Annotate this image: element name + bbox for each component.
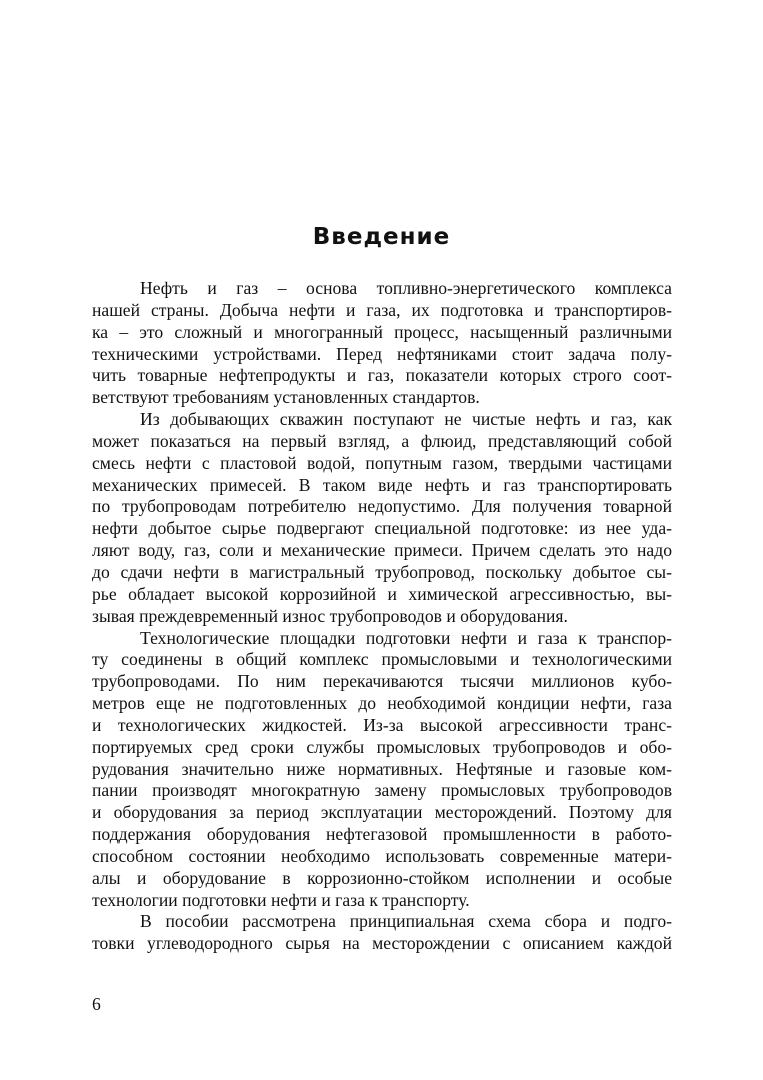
text-line: техническими устройствами. Перед нефтяниками стоит задача полу- <box>92 343 672 364</box>
text-line: зывая преждевременный износ трубопроводов и оборудования. <box>92 605 568 626</box>
text-line: поддержания оборудования нефтегазовой промышленности в работо- <box>92 824 672 845</box>
text-line: В пособии рассмотрена принципиальная схема сбора и подго- <box>140 911 672 932</box>
text-line: нашей страны. Добыча нефти и газа, их подготовка и транспортиров- <box>92 299 672 320</box>
text-line: и оборудования за период эксплуатации месторождений. Поэтому для <box>92 802 672 823</box>
text-line: рье обладает высокой коррозийной и химической агрессивностью, вы- <box>92 583 672 604</box>
text-line: товки углеводородного сырья на месторождении с описанием каждой <box>92 933 672 954</box>
text-line: ка – это сложный и многогранный процесс, насыщенный различными <box>92 321 672 342</box>
text-line: пании производят многократную замену промысловых трубопроводов <box>92 780 672 801</box>
paragraph <box>92 278 672 409</box>
text-line: ту соединены в общий комплекс промысловыми и технологическими <box>92 649 672 670</box>
page-number: 6 <box>92 994 101 1014</box>
text-line: и технологических жидкостей. Из-за высокой агрессивности транс- <box>92 714 672 735</box>
text-line: Из добывающих скважин поступают не чистые нефть и газ, как <box>140 409 672 430</box>
text-line: Нефть и газ – основа топливно-энергетического комплекса <box>140 278 672 298</box>
paragraph <box>92 628 672 912</box>
text-line: Технологические площадки подготовки нефти и газа к транспор- <box>140 627 672 648</box>
text-line: метров еще не подготовленных до необходимой кондиции нефти, газа <box>92 693 672 714</box>
paragraph <box>92 409 672 627</box>
text-line: алы и оборудование в коррозионно-стойком исполнении и особые <box>92 867 672 888</box>
text-line: нефти добытое сырье подвергают специальной подготовке: из нее уда- <box>92 518 672 539</box>
text-line: рудования значительно ниже нормативных. Нефтяные и газовые ком- <box>92 758 672 779</box>
text-line: ветствуют требованиям установленных стандартов. <box>92 387 480 408</box>
text-line: трубопроводами. По ним перекачиваются тысячи миллионов кубо- <box>92 671 672 692</box>
text-line: способном состоянии необходимо использовать современные матери- <box>92 845 672 866</box>
text-line: смесь нефти с пластовой водой, попутным газом, твердыми частицами <box>92 452 672 473</box>
text-line: ляют воду, газ, соли и механические примеси. Причем сделать это надо <box>92 540 672 561</box>
text-line: по трубопроводам потребителю недопустимо. Для получения товарной <box>92 496 672 517</box>
text-line: до сдачи нефти в магистральный трубопровод, поскольку добытое сы- <box>92 561 672 582</box>
text-line: портируемых сред сроки службы промысловых трубопроводов и обо- <box>92 736 672 757</box>
text-line: может показаться на первый взгляд, а флюид, представляющий собой <box>92 430 672 451</box>
paragraph <box>92 911 672 955</box>
page-title: Введение <box>312 224 451 250</box>
text-line: механических примесей. В таком виде нефть и газ транспортировать <box>92 474 672 495</box>
text-line: технологии подготовки нефти и газа к транспорту. <box>92 889 470 910</box>
text-line: чить товарные нефтепродукты и газ, показатели которых строго соот- <box>92 365 672 386</box>
body-text <box>92 278 672 955</box>
